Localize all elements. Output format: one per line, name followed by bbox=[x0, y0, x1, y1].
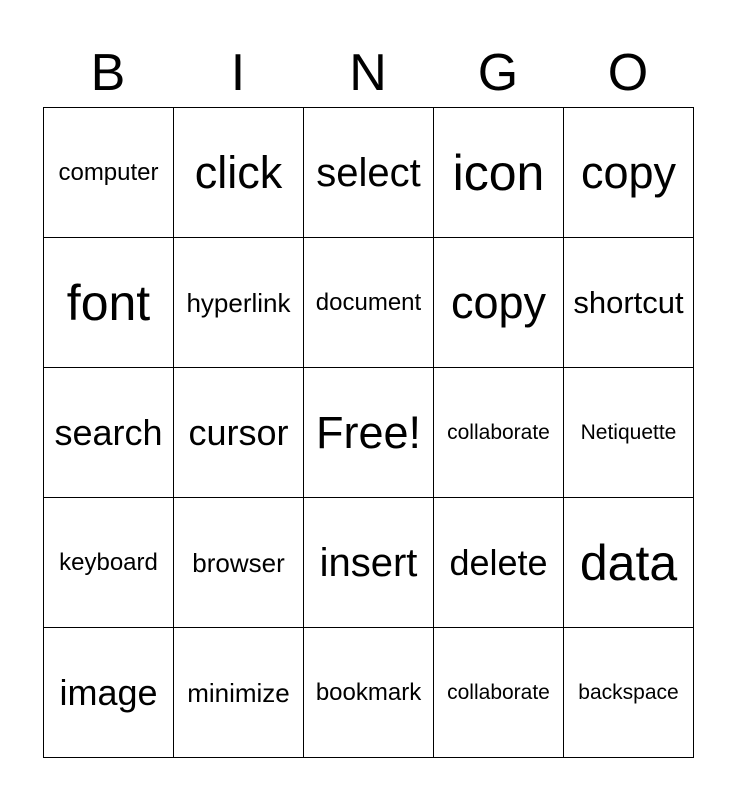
bingo-cell[interactable]: data bbox=[564, 498, 694, 628]
bingo-cell[interactable]: browser bbox=[174, 498, 304, 628]
bingo-cell[interactable]: copy bbox=[564, 108, 694, 238]
bingo-cell[interactable]: font bbox=[44, 238, 174, 368]
bingo-cell[interactable]: insert bbox=[304, 498, 434, 628]
bingo-cell[interactable]: copy bbox=[434, 238, 564, 368]
header-letter-n: N bbox=[349, 44, 387, 102]
bingo-cell[interactable]: hyperlink bbox=[174, 238, 304, 368]
bingo-cell[interactable]: collaborate bbox=[434, 628, 564, 758]
bingo-cell[interactable]: document bbox=[304, 238, 434, 368]
bingo-cell free-space[interactable]: Free! bbox=[304, 368, 434, 498]
bingo-cell[interactable]: select bbox=[304, 108, 434, 238]
bingo-cell[interactable]: icon bbox=[434, 108, 564, 238]
bingo-cell[interactable]: cursor bbox=[174, 368, 304, 498]
bingo-cell[interactable]: click bbox=[174, 108, 304, 238]
bingo-cell[interactable]: backspace bbox=[564, 628, 694, 758]
header-letter-g: G bbox=[477, 44, 519, 102]
header-letter-i: I bbox=[230, 44, 246, 102]
bingo-header bbox=[43, 38, 693, 108]
header-letter-o: O bbox=[607, 44, 649, 102]
bingo-cell[interactable]: minimize bbox=[174, 628, 304, 758]
bingo-cell[interactable]: computer bbox=[44, 108, 174, 238]
bingo-cell[interactable]: keyboard bbox=[44, 498, 174, 628]
bingo-cell[interactable]: shortcut bbox=[564, 238, 694, 368]
bingo-cell[interactable]: image bbox=[44, 628, 174, 758]
bingo-cell[interactable]: search bbox=[44, 368, 174, 498]
header-letter-b: B bbox=[90, 44, 126, 102]
bingo-cell[interactable]: collaborate bbox=[434, 368, 564, 498]
bingo-board bbox=[43, 107, 694, 758]
bingo-cell[interactable]: delete bbox=[434, 498, 564, 628]
bingo-cell[interactable]: Netiquette bbox=[564, 368, 694, 498]
bingo-cell[interactable]: bookmark bbox=[304, 628, 434, 758]
